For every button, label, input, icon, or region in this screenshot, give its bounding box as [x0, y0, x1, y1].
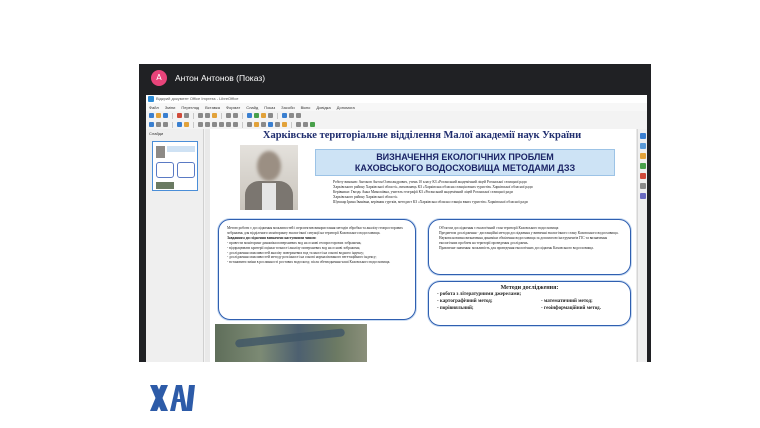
toolbar-separator: [242, 122, 243, 128]
align-icon[interactable]: [303, 122, 308, 127]
toolbar-separator: [291, 122, 292, 128]
save-icon[interactable]: [163, 113, 168, 118]
text-icon[interactable]: [163, 122, 168, 127]
task-item: - провести моніторинг динаміки поверхневих вод на основі геопросторових зображень;: [227, 240, 362, 245]
print-icon[interactable]: [184, 113, 189, 118]
authors-block[interactable]: [333, 180, 603, 205]
workspace: [146, 129, 647, 362]
slide-transition-icon[interactable]: [640, 143, 646, 149]
logo-a-bar: [174, 399, 184, 402]
window-title: Відкрий документ Office Impress - LibreOffice: [156, 96, 239, 101]
task-item: - відпрацювати критерії оцінки точності аналізу поверхневих вод на основі зображень;: [227, 245, 361, 250]
toolbar-separator: [172, 113, 173, 119]
stars-icon[interactable]: [282, 122, 287, 127]
menu-edit[interactable]: Зміни: [164, 104, 176, 110]
thumbnail-map: [156, 182, 174, 189]
fill-color-icon[interactable]: [184, 122, 189, 127]
slide-header: Харківське територіальне відділення Малої академії наук України: [262, 130, 582, 141]
screen-share-frame: [139, 64, 651, 362]
poster-title-box[interactable]: [315, 149, 615, 176]
scientific-novelty: Наукова новизна визначення динаміки обмілення водосховища за допомогою інструментів ГІС та визначення екологічних проблем на території проведення досліджень.: [439, 235, 608, 245]
properties-icon[interactable]: [640, 133, 646, 139]
open-icon[interactable]: [156, 113, 161, 118]
menu-slideshow[interactable]: Показ: [264, 104, 276, 110]
new-icon[interactable]: [149, 113, 154, 118]
toolbar-separator: [193, 113, 194, 119]
slide-thumbnail[interactable]: [152, 141, 198, 191]
select-icon[interactable]: [149, 122, 154, 127]
toolbar-separator: [172, 122, 173, 128]
poster-title-line1: ВИЗНАЧЕННЯ ЕКОЛОГІЧНИХ ПРОБЛЕМ: [376, 152, 554, 162]
poster-title-line2: КАХОВСЬКОГО ВОДОСХОВИЩА МЕТОДАМИ ДЗЗ: [354, 163, 576, 173]
satellite-image[interactable]: [215, 324, 367, 362]
arrow-icon[interactable]: [219, 122, 224, 127]
goals-box[interactable]: [218, 219, 416, 320]
authors-line: Шушкар Ірина Іванівна, керівник гуртків, методист КЗ «Харківська обласна станція юних туристів» Харківської обласної ради: [333, 200, 528, 204]
method-item: - геоінформаційний метод.: [541, 306, 601, 311]
standard-toolbar: [146, 111, 647, 120]
rotate-icon[interactable]: [296, 122, 301, 127]
goal-text: Метою роботи є дослідження можливостей і перспектив використання методів обробки та аналізу геопросторових зображень для відділеного моніторингу екологічної ситуації на території Каховського водосховища.: [227, 226, 403, 235]
authors-line: Харківського району Харківської області», вихованець КЗ «Харківська обласна станція юних туристів» Харківської обласної ради: [333, 185, 533, 189]
authors-line: Харківського району Харківської області»: [333, 195, 398, 199]
research-subject: Предметом дослідження - дистанційні методи дослідження у вивченні екологічного стану Каховського водосховища.: [439, 230, 619, 235]
menu-slide[interactable]: Слайд: [246, 104, 259, 110]
methods-row: [437, 298, 622, 305]
photo-face-blurred: [257, 151, 281, 181]
logo-i-stroke: [186, 385, 195, 411]
redo-icon[interactable]: [233, 113, 238, 118]
callouts-icon[interactable]: [275, 122, 280, 127]
menu-window[interactable]: Вікно: [300, 104, 311, 110]
block-arrows-icon[interactable]: [261, 122, 266, 127]
flowchart-icon[interactable]: [268, 122, 273, 127]
task-item: - дослідження можливостей методу розсіяності на основі нормалізованого вегетаційного індексу;: [227, 255, 377, 260]
method-item: - математичний метод;: [541, 299, 593, 304]
menu-format[interactable]: Формат: [225, 104, 241, 110]
presenter-avatar[interactable]: А: [151, 70, 167, 86]
menu-tools[interactable]: Засоби: [281, 104, 295, 110]
method-item: - порівняльний;: [437, 306, 474, 311]
line-color-icon[interactable]: [177, 122, 182, 127]
zoom-icon[interactable]: [156, 122, 161, 127]
method-item: - робота з літературними джерелами;: [437, 292, 522, 297]
toolbar-separator: [277, 113, 278, 119]
chart-icon[interactable]: [261, 113, 266, 118]
rectangle-icon[interactable]: [205, 122, 210, 127]
shadow-icon[interactable]: [310, 122, 315, 127]
research-object: Об'єктом дослідження є екологічний стан території Каховського водосховища: [439, 226, 559, 230]
toolbar-separator: [242, 113, 243, 119]
menu-file[interactable]: Файл: [149, 104, 159, 110]
author-photo: [240, 145, 298, 210]
sidebar-toggle-icon[interactable]: [296, 113, 301, 118]
copy-icon[interactable]: [205, 113, 210, 118]
animation-icon[interactable]: [640, 153, 646, 159]
impress-app-icon: [148, 96, 154, 102]
symbol-shapes-icon[interactable]: [254, 122, 259, 127]
master-slides-icon[interactable]: [640, 163, 646, 169]
thumbnail-title: [167, 146, 195, 152]
line-icon[interactable]: [198, 122, 203, 127]
thumbnail-photo: [156, 146, 165, 158]
logo-a-left: [170, 385, 180, 411]
practical-value: Практичне значення: можливість для проведення екологічних досліджень Каховського водосховища.: [439, 245, 594, 250]
method-item: - картографічний метод;: [437, 299, 493, 304]
object-subject-box[interactable]: [428, 219, 631, 275]
sidebar-deck: [637, 129, 647, 362]
slide[interactable]: [210, 129, 636, 362]
thumbnail-left-box: [156, 162, 174, 178]
thumbnail-right-box: [177, 162, 195, 178]
textbox-icon[interactable]: [268, 113, 273, 118]
undo-icon[interactable]: [226, 113, 231, 118]
photo-shirt: [262, 183, 276, 210]
method-item: [541, 291, 622, 298]
slide-canvas[interactable]: [205, 129, 637, 362]
menu-bar: [146, 103, 647, 111]
basic-shapes-icon[interactable]: [247, 122, 252, 127]
task-item: - дослідження можливостей аналізу поверхневих вод та якості на основі водного індексу;: [227, 250, 365, 255]
methods-row: [437, 291, 622, 298]
curve-icon[interactable]: [226, 122, 231, 127]
menu-support[interactable]: Допомога: [336, 104, 355, 110]
menu-insert[interactable]: Вставка: [205, 104, 220, 110]
export-pdf-icon[interactable]: [177, 113, 182, 118]
methods-box[interactable]: [428, 281, 631, 326]
connector-icon[interactable]: [233, 122, 238, 127]
image-icon[interactable]: [254, 113, 259, 118]
authors-line: Роботу виконав: Антонов Антон Олександрович, учень 10 класу КЗ «Роганський академічний ліцей Роганської селищної ради: [333, 180, 527, 184]
toolbar-separator: [193, 122, 194, 128]
slides-pane-label: Слайди: [149, 131, 164, 136]
meeting-header: [139, 64, 651, 91]
cut-icon[interactable]: [198, 113, 203, 118]
styles-icon[interactable]: [640, 173, 646, 179]
slides-pane: [146, 129, 204, 362]
drawing-toolbar: [146, 120, 647, 129]
authors-line: Керівники: Гвоздь Анна Миколаївна, учитель географії КЗ «Роганський академічний ліцей Роганської селищної ради: [333, 190, 513, 194]
table-icon[interactable]: [247, 113, 252, 118]
menu-help[interactable]: Довідка: [316, 104, 331, 110]
methods-row: [437, 305, 622, 312]
navigator-icon[interactable]: [640, 193, 646, 199]
gallery-icon[interactable]: [640, 183, 646, 189]
paste-icon[interactable]: [212, 113, 217, 118]
menu-view[interactable]: Перегляд: [181, 104, 200, 110]
presenter-label: Антон Антонов (Показ): [175, 72, 266, 83]
window-titlebar: [146, 95, 647, 103]
logo-a-right: [178, 385, 187, 411]
task-item: - встановити зміни в рослинності ростових водоскоху, після обезводнення чаші Каховського водосховища.: [227, 260, 391, 265]
university-logo: [148, 383, 200, 413]
display-views-icon[interactable]: [289, 113, 294, 118]
impress-window: [146, 95, 647, 362]
methods-title: Методи дослідження:: [500, 285, 559, 291]
slideshow-icon[interactable]: [282, 113, 287, 118]
ellipse-icon[interactable]: [212, 122, 217, 127]
tasks-heading: Завданням дослідження визначено наступними чином:: [227, 235, 317, 240]
toolbar-separator: [221, 113, 222, 119]
